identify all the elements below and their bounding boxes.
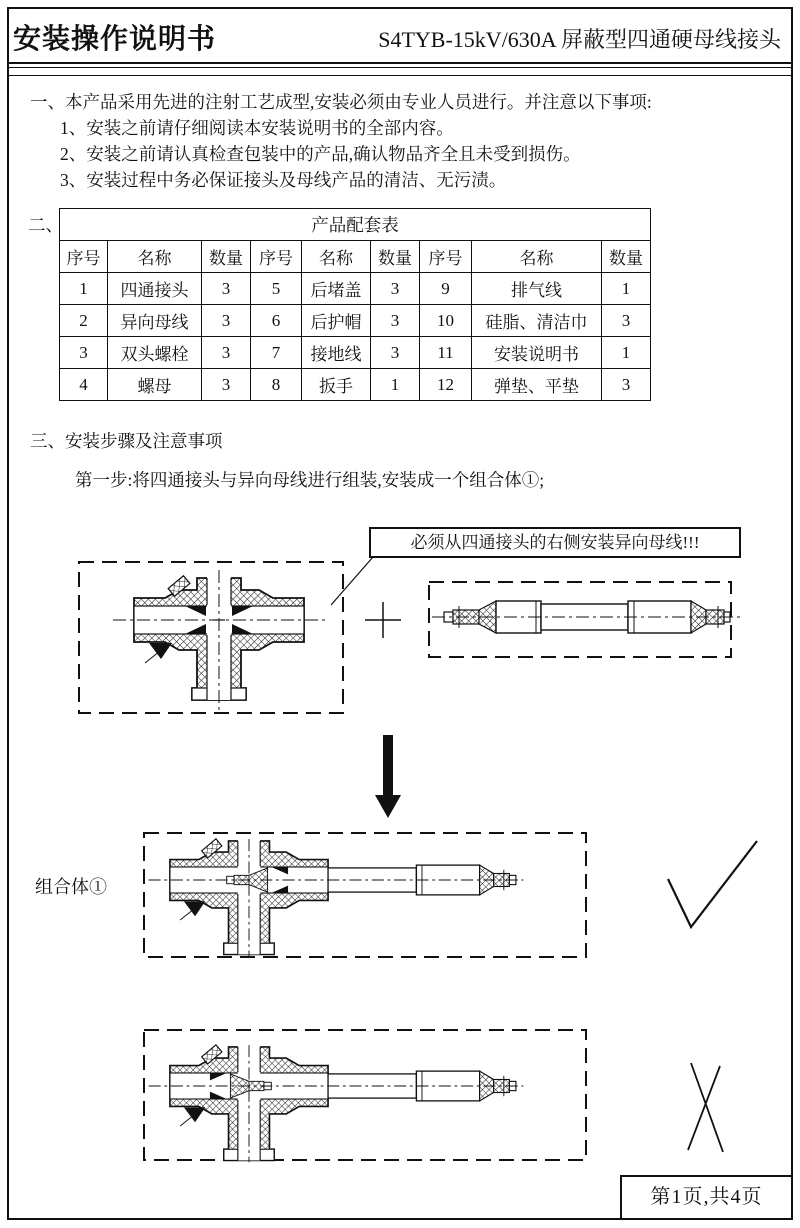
leader-line bbox=[331, 557, 373, 605]
parts-table-cell: 3 bbox=[602, 369, 651, 401]
four-way-connector-diagram bbox=[113, 570, 325, 712]
parts-table-cell: 1 bbox=[371, 369, 420, 401]
parts-table-row bbox=[60, 273, 651, 305]
parts-table-header-cell: 名称 bbox=[472, 241, 602, 273]
parts-table-cell: 3 bbox=[202, 305, 251, 337]
parts-table-row bbox=[60, 369, 651, 401]
section-1-heading: 一、本产品采用先进的注射工艺成型,安装必须由专业人员进行。并注意以下事项: bbox=[30, 92, 652, 112]
parts-table-header-cell: 名称 bbox=[302, 241, 371, 273]
assembly-wrong-diagram bbox=[149, 1044, 524, 1162]
section-3-heading: 三、安装步骤及注意事项 bbox=[30, 431, 223, 451]
section-1-item: 2、安装之前请认真检查包装中的产品,确认物品齐全且未受到损伤。 bbox=[60, 144, 581, 164]
parts-table-cell: 接地线 bbox=[302, 337, 371, 369]
parts-table-row bbox=[60, 337, 651, 369]
parts-table-cell: 7 bbox=[251, 337, 302, 369]
parts-table-header-cell: 数量 bbox=[202, 241, 251, 273]
parts-table-cell: 2 bbox=[60, 305, 108, 337]
parts-table-cell: 3 bbox=[371, 337, 420, 369]
parts-table-header-cell: 序号 bbox=[60, 241, 108, 273]
parts-table-cell: 双头螺栓 bbox=[108, 337, 202, 369]
parts-table-cell: 3 bbox=[202, 337, 251, 369]
parts-table-cell: 弹垫、平垫 bbox=[472, 369, 602, 401]
parts-table-cell: 螺母 bbox=[108, 369, 202, 401]
parts-table-cell: 10 bbox=[420, 305, 472, 337]
parts-table-cell: 1 bbox=[60, 273, 108, 305]
parts-table-cell: 3 bbox=[202, 369, 251, 401]
step-1-text: 第一步:将四通接头与异向母线进行组装,安装成一个组合体①; bbox=[75, 470, 545, 490]
parts-table-cell: 5 bbox=[251, 273, 302, 305]
checkmark-icon bbox=[668, 841, 757, 927]
x-mark-icon bbox=[688, 1063, 723, 1152]
parts-table-cell: 安装说明书 bbox=[472, 337, 602, 369]
parts-table-header-cell: 序号 bbox=[251, 241, 302, 273]
parts-table-cell: 1 bbox=[602, 273, 651, 305]
down-arrow-icon bbox=[375, 735, 401, 818]
parts-table-row bbox=[60, 305, 651, 337]
parts-table-cell: 后护帽 bbox=[302, 305, 371, 337]
parts-table-header-cell: 名称 bbox=[108, 241, 202, 273]
parts-table-header-cell: 序号 bbox=[420, 241, 472, 273]
parts-table-header-cell: 数量 bbox=[602, 241, 651, 273]
figures-area bbox=[9, 515, 793, 1228]
section-1 bbox=[30, 89, 652, 193]
parts-table-cell: 排气线 bbox=[472, 273, 602, 305]
parts-table-cell: 11 bbox=[420, 337, 472, 369]
parts-table-cell: 四通接头 bbox=[108, 273, 202, 305]
parts-table-cell: 3 bbox=[371, 273, 420, 305]
header-divider-strip bbox=[9, 67, 791, 76]
parts-table bbox=[59, 208, 651, 401]
parts-table-title: 产品配套表 bbox=[60, 209, 651, 241]
parts-table-cell: 1 bbox=[602, 337, 651, 369]
parts-table-cell: 12 bbox=[420, 369, 472, 401]
plus-icon bbox=[365, 602, 401, 638]
parts-table-cell: 6 bbox=[251, 305, 302, 337]
page-number: 第1页,共4页 bbox=[650, 1186, 763, 1208]
parts-table-header-cell: 数量 bbox=[371, 241, 420, 273]
header bbox=[9, 9, 791, 64]
parts-table-cell: 3 bbox=[202, 273, 251, 305]
parts-table-cell: 3 bbox=[60, 337, 108, 369]
parts-table-cell: 扳手 bbox=[302, 369, 371, 401]
figures-canvas bbox=[9, 515, 793, 1228]
parts-table-cell: 4 bbox=[60, 369, 108, 401]
warning-callout: 必须从四通接头的右侧安装异向母线!!! bbox=[369, 527, 741, 558]
parts-table-cell: 9 bbox=[420, 273, 472, 305]
parts-table-cell: 硅脂、清洁巾 bbox=[472, 305, 602, 337]
parts-table-cell: 3 bbox=[602, 305, 651, 337]
assembly-correct-diagram bbox=[149, 838, 524, 956]
parts-table-cell: 异向母线 bbox=[108, 305, 202, 337]
busbar-diagram bbox=[432, 601, 742, 633]
doc-title: 安装操作说明书 bbox=[13, 24, 217, 55]
parts-table-cell: 后堵盖 bbox=[302, 273, 371, 305]
section-2-label: 二、 bbox=[28, 215, 63, 235]
parts-table-cell: 3 bbox=[371, 305, 420, 337]
assembly-label: 组合体① bbox=[35, 877, 107, 897]
section-1-item: 1、安装之前请仔细阅读本安装说明书的全部内容。 bbox=[60, 118, 454, 138]
page-border bbox=[7, 7, 793, 1220]
product-title: S4TYB-15kV/630A 屏蔽型四通硬母线接头 bbox=[378, 27, 781, 52]
parts-table-cell: 8 bbox=[251, 369, 302, 401]
section-1-item: 3、安装过程中务必保证接头及母线产品的清洁、无污渍。 bbox=[60, 170, 507, 190]
page-number-box bbox=[620, 1175, 793, 1220]
